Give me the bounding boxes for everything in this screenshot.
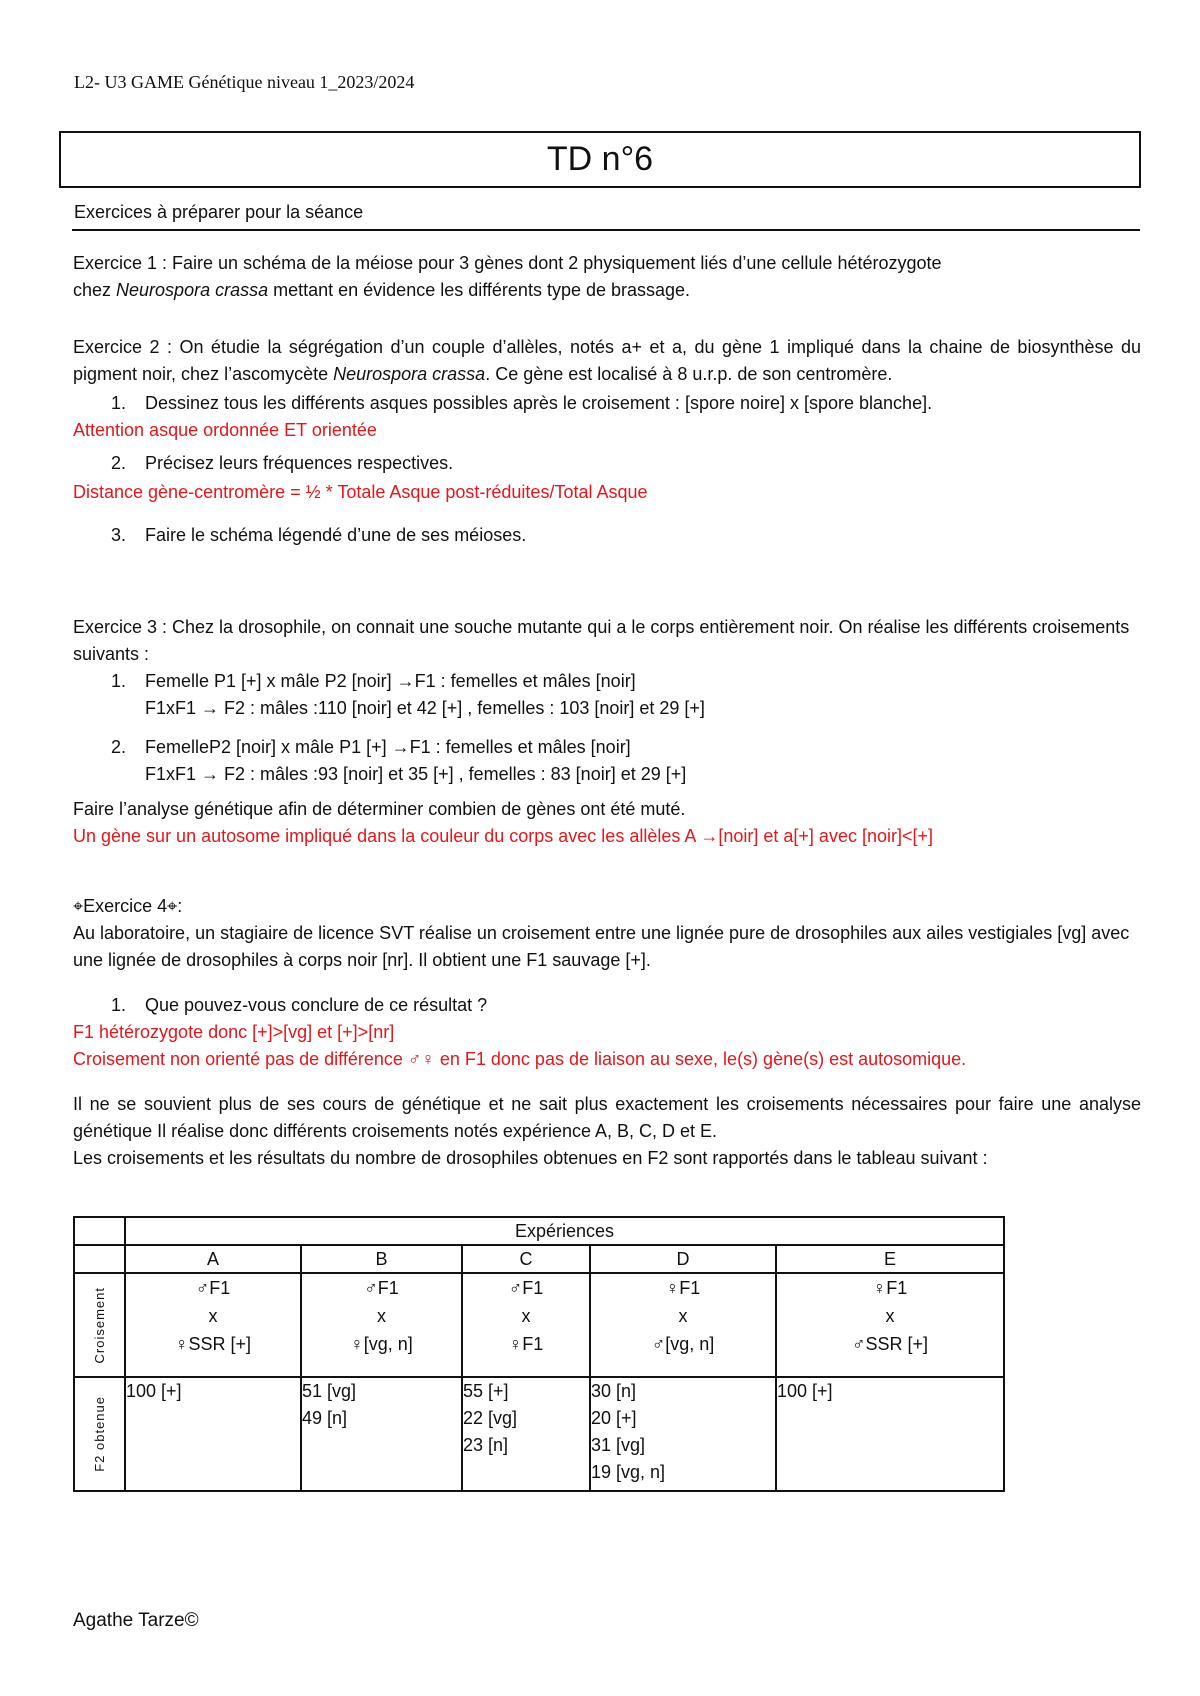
column-letter: E: [776, 1245, 1004, 1273]
table-cross-row: [74, 1273, 1004, 1377]
exercise-2-intro: Exercice 2 : On étudie la ségrégation d’un couple d’allèles, notés a+ et a, du gène 1 impliqué dans la chaine de biosynthèse du pigment noir, chez l’ascomycète Neurospora crassa. Ce gène est localisé à 8 u.r.p. de son centromère.: [73, 337, 1141, 384]
exercise-3-intro: Exercice 3 : Chez la drosophile, on connait une souche mutante qui a le corps entièrement noir. On réalise les différents croisements suivants :: [73, 617, 1130, 664]
row-label-croisement: Croisement: [92, 1286, 107, 1364]
exercise-3: [73, 614, 1141, 850]
exercise-3-question: Faire l’analyse génétique afin de déterminer combien de gènes ont été muté.: [73, 799, 686, 819]
cross-cell: ♂F1 x ♀F1: [462, 1273, 590, 1377]
column-letter: B: [301, 1245, 462, 1273]
table-corner-cell: [74, 1217, 125, 1245]
column-letter: C: [462, 1245, 590, 1273]
exercise-4-title: ⌖Exercice 4⌖:: [73, 896, 183, 916]
f2-cell: 51 [vg] 49 [n]: [301, 1377, 462, 1491]
exercise-2-question-2: 2. Précisez leurs fréquences respectives.: [111, 453, 454, 473]
exercise-4: [73, 893, 1141, 1172]
f2-cell: 100 [+]: [125, 1377, 301, 1491]
f2-cell: 30 [n] 20 [+] 31 [vg] 19 [vg, n]: [590, 1377, 776, 1491]
exercise-1-line1: Exercice 1 : Faire un schéma de la méiose pour 3 gènes dont 2 physiquement liés d’une cellule hétérozygote: [73, 253, 942, 273]
exercise-4-paragraph-3: Les croisements et les résultats du nombre de drosophiles obtenues en F2 sont rapportés dans le tableau suivant :: [73, 1148, 988, 1168]
section-subtitle: Exercices à préparer pour la séance: [74, 202, 364, 222]
exercise-4-answer-1-line2: Croisement non orienté pas de différence ♂♀ en F1 donc pas de liaison au sexe, le(s) gène(s) est autosomique.: [73, 1049, 967, 1069]
exercise-2-answer-1: Attention asque ordonnée ET orientée: [73, 420, 377, 440]
exercise-3-cross-1-f2: F1xF1 → F2 : mâles :110 [noir] et 42 [+] , femelles : 103 [noir] et 29 [+]: [145, 698, 705, 718]
exercise-2: [73, 334, 1141, 549]
f2-cell: 100 [+]: [776, 1377, 1004, 1491]
exercise-3-cross-2: 2. FemelleP2 [noir] x mâle P1 [+] →F1 : femelles et mâles [noir]: [111, 737, 631, 757]
exercise-4-question-1: 1. Que pouvez-vous conclure de ce résultat ?: [111, 995, 488, 1015]
exercise-2-question-1: 1. Dessinez tous les différents asques possibles après le croisement : [spore noire] x [spore blanche].: [111, 393, 933, 413]
exercise-3-cross-2-f2: F1xF1 → F2 : mâles :93 [noir] et 35 [+] , femelles : 83 [noir] et 29 [+]: [145, 764, 687, 784]
footer-author: Agathe Tarze©: [73, 1610, 199, 1631]
cross-cell: ♂F1 x ♀SSR [+]: [125, 1273, 301, 1377]
divider: [72, 229, 1140, 231]
cross-cell: ♀F1 x ♂SSR [+]: [776, 1273, 1004, 1377]
exercise-3-answer: Un gène sur un autosome impliqué dans la couleur du corps avec les allèles A →[noir] et a[+] avec [noir]<[+]: [73, 826, 933, 846]
table-header-row: [74, 1217, 1004, 1245]
exercise-3-cross-1: 1. Femelle P1 [+] x mâle P2 [noir] →F1 : femelles et mâles [noir]: [111, 671, 636, 691]
exercise-2-question-3: 3. Faire le schéma légendé d’une de ses méioses.: [111, 525, 527, 545]
row-label-f2: F2 obtenue: [92, 1396, 107, 1472]
results-table: [73, 1216, 1005, 1492]
exercise-4-answer-1-line1: F1 hétérozygote donc [+]>[vg] et [+]>[nr]: [73, 1022, 395, 1042]
column-letter: D: [590, 1245, 776, 1273]
exercise-4-intro: Au laboratoire, un stagiaire de licence SVT réalise un croisement entre une lignée pure de drosophiles aux ailes vestigiales [vg] avec une lignée de drosophiles à corps noir [nr]. Il obtient une F1 sauvage [+].: [73, 923, 1130, 970]
document-header: L2- U3 GAME Génétique niveau 1_2023/2024: [74, 72, 415, 92]
page-title: TD n°6: [59, 131, 1141, 188]
table-header-experiences: Expériences: [125, 1217, 1004, 1245]
table-letters-row: [74, 1245, 1004, 1273]
cross-cell: ♀F1 x ♂[vg, n]: [590, 1273, 776, 1377]
cross-cell: ♂F1 x ♀[vg, n]: [301, 1273, 462, 1377]
exercise-2-answer-2: Distance gène-centromère = ½ * Totale Asque post-réduites/Total Asque: [73, 482, 648, 502]
exercise-1-line2: chez Neurospora crassa mettant en évidence les différents type de brassage.: [73, 280, 691, 300]
column-letter: A: [125, 1245, 301, 1273]
table-f2-row: [74, 1377, 1004, 1491]
f2-cell: 55 [+] 22 [vg] 23 [n]: [462, 1377, 590, 1491]
exercise-4-paragraph-2: Il ne se souvient plus de ses cours de génétique et ne sait plus exactement les croisements nécessaires pour faire une analyse génétique Il réalise donc différents croisements notés expérience A, B, C, D et E.: [73, 1094, 1141, 1141]
exercise-1: [73, 250, 1141, 304]
